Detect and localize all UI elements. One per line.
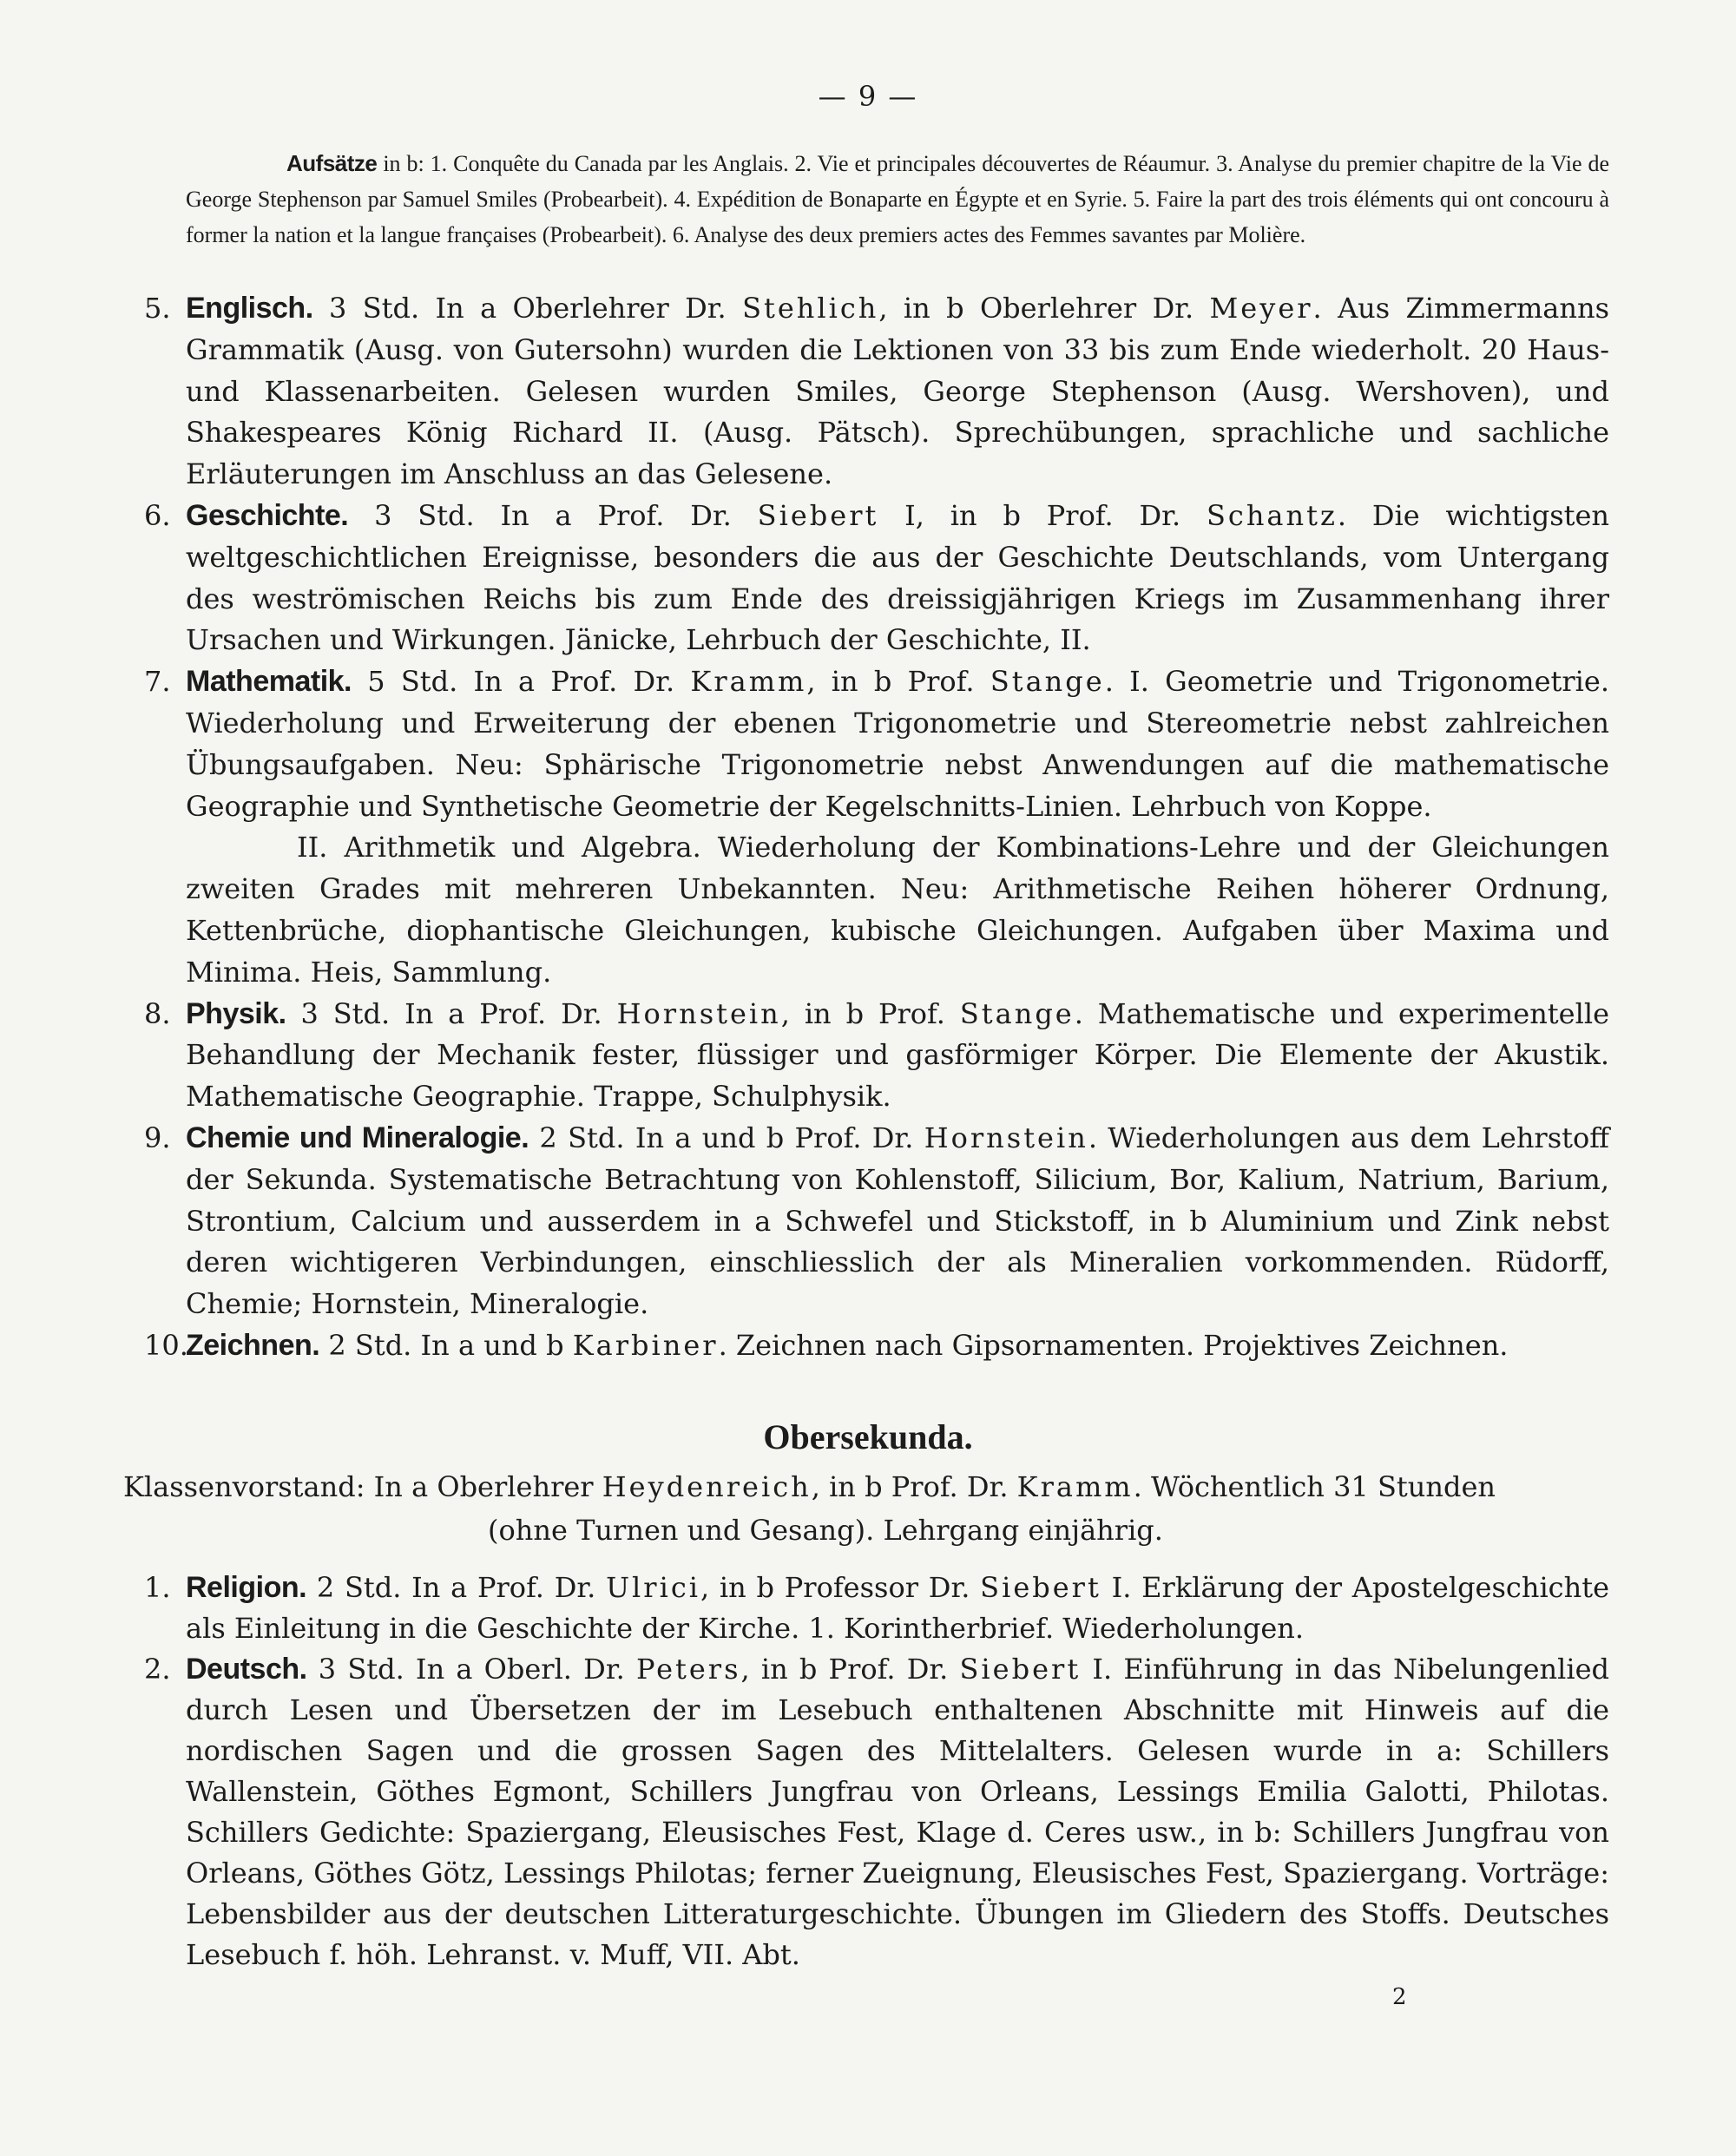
teacher-name: Hornstein: [924, 1121, 1088, 1154]
teacher-name: Schantz: [1206, 498, 1338, 532]
section-title: Obersekunda.: [763, 1417, 973, 1456]
subject-item-religion: 1. Religion. 2 Std. In a Prof. Dr. Ulrici, in b Professor Dr. Siebert I. Erklärung der Apostelgeschichte als Einleitung in die Geschichte der Kirche. 1. Korintherbrief. Wiederholungen.: [139, 1568, 1609, 1649]
teacher-name: Siebert: [980, 1571, 1101, 1604]
teacher-name: Ulrici: [606, 1571, 700, 1604]
subject-item-englisch: 5. Englisch. 3 Std. In a Oberlehrer Dr. Stehlich, in b Oberlehrer Dr. Meyer. Aus Zimmermanns Grammatik (Ausg. von Gutersohn) wurden die Lektionen von 33 bis zum Ende wiederholt. 20 Haus- und Klassenarbeiten. Gelesen wurden Smiles, George Stephenson (Ausg. Wershoven), und Shakespeares König Richard II. (Ausg. Pätsch). Sprechübungen, sprachliche und sachliche Erläuterungen im Anschluss an das Gelesene.: [139, 288, 1609, 496]
aufsaetze-paragraph: [186, 146, 1609, 253]
subject-item-deutsch: 2. Deutsch. 3 Std. In a Oberl. Dr. Peters, in b Prof. Dr. Siebert I. Einführung in das Nibelungenlied durch Lesen und Übersetzen der im Lesebuch enthaltenen Abschnitte mit Hinweis auf die nordischen Sagen und die grossen Sagen des Mittelalters. Gelesen wurde in a: Schillers Wallenstein, Göthes Egmont, Schillers Jungfrau von Orleans, Lessings Emilia Galotti, Philotas. Schillers Gedichte: Spaziergang, Eleusisches Fest, Klage d. Ceres usw., in b: Schillers Jungfrau von Orleans, Göthes Götz, Lessings Philotas; ferner Zueignung, Eleusisches Fest, Spaziergang. Vorträge: Lebensbilder aus der deutschen Litteraturgeschichte. Übungen im Gliedern des Stoffs. Deutsches Lesebuch f. höh. Lehranst. v. Muff, VII. Abt.: [139, 1649, 1609, 1975]
klassenvorstand: Klassenvorstand: In a Oberlehrer Heydenreich, in b Prof. Dr. Kramm. Wöchentlich 31 Stunden (ohne Turnen und Gesang). Lehrgang einjährig.: [123, 1465, 1609, 1552]
teacher-name: Karbiner: [572, 1328, 719, 1362]
subject-item-zeichnen: 10. Zeichnen. 2 Std. In a und b Karbiner. Zeichnen nach Gipsornamenten. Projektives Zeichnen.: [139, 1325, 1609, 1367]
teacher-name: Stange: [990, 665, 1105, 699]
teacher-name: Kramm: [690, 665, 807, 699]
teacher-name: Peters: [635, 1653, 741, 1686]
subject-title: Zeichnen.: [186, 1328, 320, 1362]
aufsaetze-label: Aufsätze: [286, 150, 378, 176]
subject-list-obersekunda: [139, 1568, 1609, 1975]
item-number: 10.: [144, 1328, 188, 1362]
subject-title: Religion.: [186, 1571, 307, 1604]
item-number: 6.: [144, 498, 171, 532]
teacher-name: Siebert: [959, 1653, 1082, 1686]
subject-item-chemie: 9. Chemie und Mineralogie. 2 Std. In a und b Prof. Dr. Hornstein. Wiederholungen aus dem Lehrstoff der Sekunda. Systematische Betrachtung von Kohlenstoff, Silicium, Bor, Kalium, Natrium, Barium, Strontium, Calcium und ausserdem in a Schwefel und Stickstoff, in b Aluminium und Zink nebst deren wichtigeren Verbindungen, einschliesslich der als Mineralien vorkommenden. Rüdorff, Chemie; Hornstein, Mineralogie.: [139, 1118, 1609, 1325]
subject-title: Mathematik.: [186, 665, 352, 699]
item-number: 5.: [144, 292, 171, 325]
subject-title: Chemie und Mineralogie.: [186, 1121, 529, 1154]
subject-item-geschichte: 6. Geschichte. 3 Std. In a Prof. Dr. Siebert I, in b Prof. Dr. Schantz. Die wichtigsten weltgeschichtlichen Ereignisse, besonders die aus der Geschichte Deutschlands, vom Untergang des weströmischen Reichs bis zum Ende des dreissigjährigen Kriegs im Zusammenhang ihrer Ursachen und Wirkungen. Jänicke, Lehrbuch der Geschichte, II.: [139, 496, 1609, 661]
teacher-name: Hornstein: [616, 996, 781, 1030]
item-number: 7.: [144, 665, 171, 699]
klassenvorstand-line-2: (ohne Turnen und Gesang). Lehrgang einjährig.: [488, 1514, 1163, 1547]
teacher-name: Siebert: [757, 498, 879, 532]
page-number: — 9 —: [818, 80, 918, 113]
sheet-number: 2: [1392, 1984, 1407, 2010]
teacher-name: Kramm: [1016, 1470, 1134, 1503]
subject-title: Deutsch.: [186, 1653, 307, 1686]
subject-title: Geschichte.: [186, 498, 349, 532]
subject-item-mathematik: 7. Mathematik. 5 Std. In a Prof. Dr. Kramm, in b Prof. Stange. I. Geometrie und Trigonometrie. Wiederholung und Erweiterung der ebenen Trigonometrie und Stereometrie nebst zahlreichen Übungsaufgaben. Neu: Sphärische Trigonometrie nebst Anwendungen auf die mathematische Geographie und Synthetische Geometrie der Kegelschnitts-Linien. Lehrbuch von Koppe. II. Arithmetik und Algebra. Wiederholung der Kombinations-Lehre und der Gleichungen zweiten Grades mit mehreren Unbekannten. Neu: Arithmetische Reihen höherer Ordnung, Kettenbrüche, diophantische Gleichungen, kubische Gleichungen. Aufgaben über Maxima und Minima. Heis, Sammlung.: [139, 661, 1609, 993]
subject-list-unterprima: [139, 288, 1609, 1367]
teacher-name: Stange: [959, 996, 1075, 1030]
item-number: 1.: [144, 1571, 171, 1604]
subject-title: Physik.: [186, 996, 286, 1030]
item-number: 9.: [144, 1121, 171, 1154]
teacher-name: Stehlich: [742, 292, 879, 325]
item-number: 8.: [144, 996, 171, 1030]
subject-title: Englisch.: [186, 292, 313, 325]
subject-item-physik: 8. Physik. 3 Std. In a Prof. Dr. Hornstein, in b Prof. Stange. Mathematische und experimentelle Behandlung der Mechanik fester, flüssiger und gasförmiger Körper. Die Elemente der Akustik. Mathematische Geographie. Trappe, Schulphysik.: [139, 994, 1609, 1118]
item-number: 2.: [144, 1653, 171, 1686]
teacher-name: Heydenreich: [602, 1470, 812, 1503]
mathematik-paragraph-2: II. Arithmetik und Algebra. Wiederholung der Kombinations-Lehre und der Gleichungen zweiten Grades mit mehreren Unbekannten. Neu: Arithmetische Reihen höherer Ordnung, Kettenbrüche, diophantische Gleichungen, kubische Gleichungen. Aufgaben über Maxima und Minima. Heis, Sammlung.: [186, 831, 1609, 989]
teacher-name: Meyer: [1209, 292, 1313, 325]
aufsaetze-text: in b: 1. Conquête du Canada par les Anglais. 2. Vie et principales découvertes de Réaumur. 3. Analyse du premier chapitre de la Vie de George Stephenson par Samuel Smiles (Probearbeit). 4. Expédition de Bonaparte en Égypte et en Syrie. 5. Faire la part des trois éléments qui ont concouru à former la nation et la langue françaises (Probearbeit). 6. Analyse des deux premiers actes des Femmes savantes par Molière.: [186, 151, 1609, 247]
